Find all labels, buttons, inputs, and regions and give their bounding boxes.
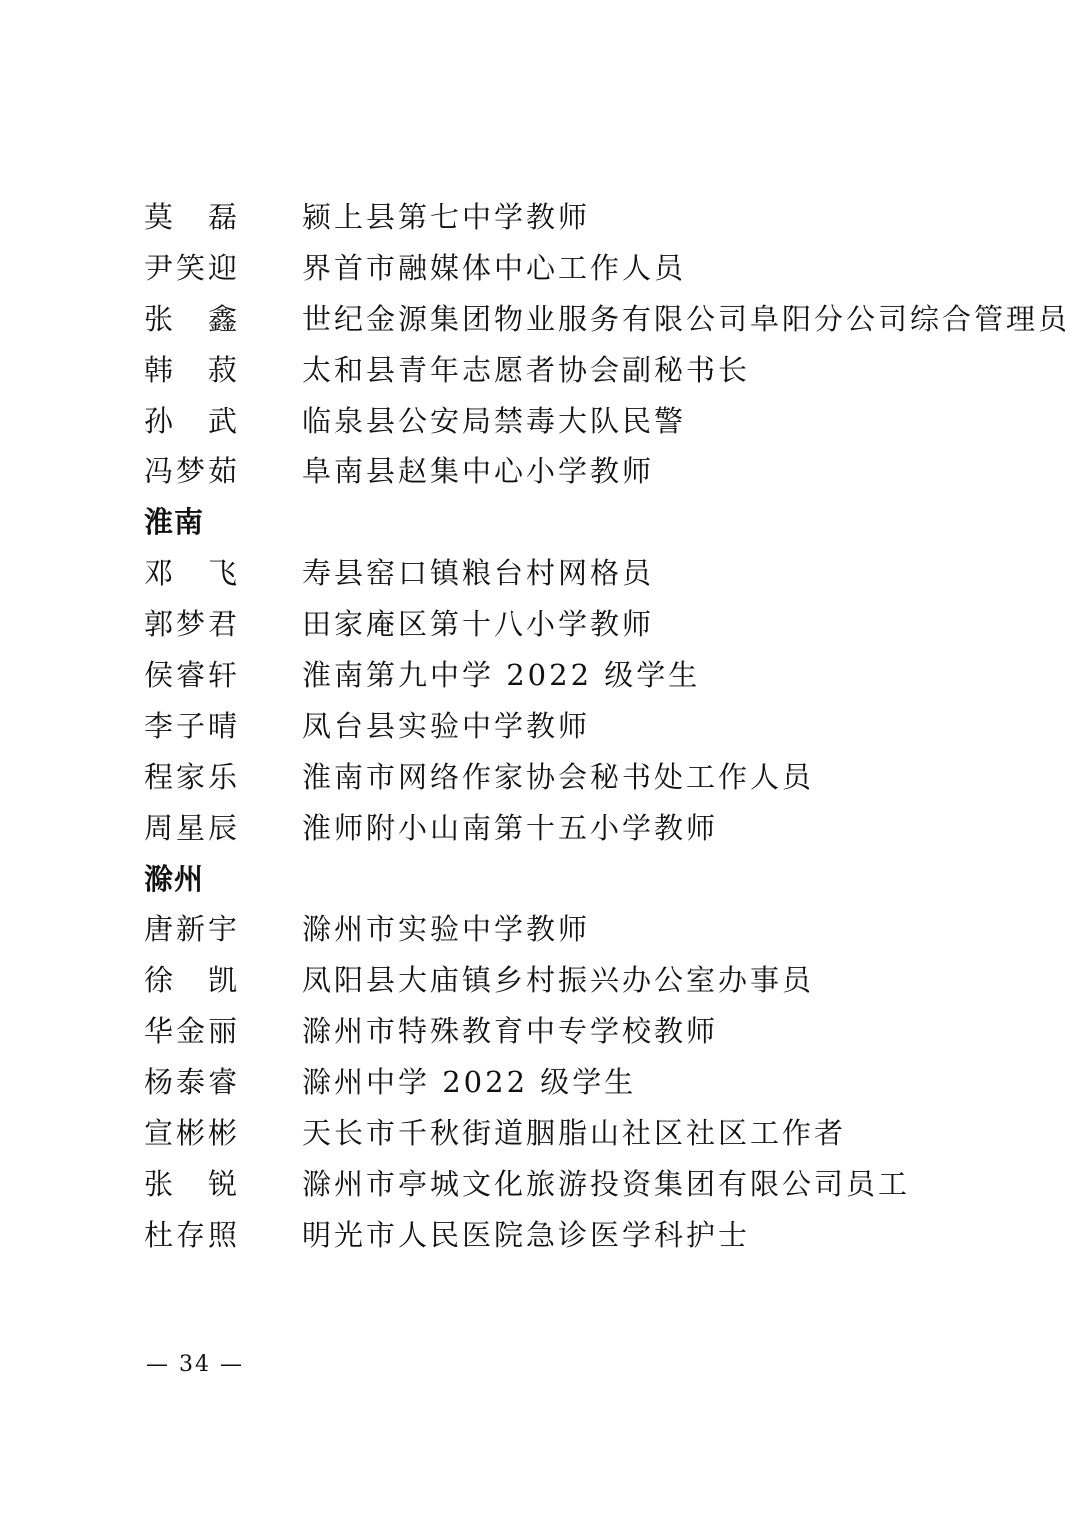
list-item — [144, 801, 1004, 852]
person-name: 杜存照 — [144, 1217, 241, 1252]
list-item — [144, 902, 1004, 953]
person-title: 田家庵区第十八小学教师 — [302, 607, 655, 642]
list-item — [144, 444, 1004, 495]
person-name: 唐新宇 — [144, 912, 241, 947]
list-item — [144, 1106, 1004, 1157]
person-title: 凤台县实验中学教师 — [302, 708, 591, 743]
list-item — [144, 597, 1004, 648]
person-name: 周星辰 — [144, 810, 241, 845]
person-name: 侯睿轩 — [144, 657, 241, 692]
person-name: 张 锐 — [144, 1166, 241, 1201]
list-item — [144, 1004, 1004, 1055]
person-name: 冯梦茹 — [144, 454, 241, 489]
list-item — [144, 343, 1004, 394]
person-title: 淮师附小山南第十五小学教师 — [302, 810, 719, 845]
person-name: 郭梦君 — [144, 607, 241, 642]
person-title: 滁州市亭城文化旅游投资集团有限公司员工 — [302, 1166, 911, 1201]
person-name: 程家乐 — [144, 759, 241, 794]
person-name: 张 鑫 — [144, 301, 241, 336]
person-title: 凤阳县大庙镇乡村振兴办公室办事员 — [302, 963, 815, 998]
person-name: 韩 菽 — [144, 352, 241, 387]
person-name: 孙 武 — [144, 403, 241, 438]
list-item — [144, 241, 1004, 292]
list-item — [144, 648, 1004, 699]
section-heading: 滁州 — [144, 861, 205, 896]
person-title: 滁州中学 2022 级学生 — [302, 1065, 637, 1100]
list-item — [144, 546, 1004, 597]
person-title: 淮南第九中学 2022 级学生 — [302, 657, 701, 692]
list-item — [144, 750, 1004, 801]
person-title: 天长市千秋街道胭脂山社区社区工作者 — [302, 1115, 847, 1150]
person-title: 临泉县公安局禁毒大队民警 — [302, 403, 687, 438]
person-name: 宣彬彬 — [144, 1115, 241, 1150]
person-title: 世纪金源集团物业服务有限公司阜阳分公司综合管理员 — [302, 301, 1071, 336]
person-title: 界首市融媒体中心工作人员 — [302, 250, 687, 285]
list-item — [144, 953, 1004, 1004]
list-item — [144, 1208, 1004, 1259]
person-name: 尹笑迎 — [144, 250, 241, 285]
list-item — [144, 394, 1004, 445]
person-name: 邓 飞 — [144, 556, 241, 591]
person-title: 寿县窑口镇粮台村网格员 — [302, 556, 655, 591]
person-title: 阜南县赵集中心小学教师 — [302, 454, 655, 489]
person-title: 滁州市特殊教育中专学校教师 — [302, 1014, 719, 1049]
list-item — [144, 292, 1071, 343]
person-name: 杨泰睿 — [144, 1065, 241, 1100]
section-heading: 淮南 — [144, 505, 205, 540]
person-title: 太和县青年志愿者协会副秘书长 — [302, 352, 751, 387]
list-item — [144, 1055, 1004, 1106]
person-name: 莫 磊 — [144, 199, 241, 234]
list-item — [144, 1157, 1004, 1208]
list-item — [144, 190, 1004, 241]
person-name: 李子晴 — [144, 708, 241, 743]
person-title: 颍上县第七中学教师 — [302, 199, 591, 234]
person-title: 淮南市网络作家协会秘书处工作人员 — [302, 759, 815, 794]
person-name: 华金丽 — [144, 1014, 241, 1049]
page-number: — 34 — — [146, 1352, 244, 1377]
person-name: 徐 凯 — [144, 963, 241, 998]
honoree-list — [144, 190, 1071, 1259]
person-title: 明光市人民医院急诊医学科护士 — [302, 1217, 751, 1252]
person-title: 滁州市实验中学教师 — [302, 912, 591, 947]
list-item — [144, 699, 1004, 750]
